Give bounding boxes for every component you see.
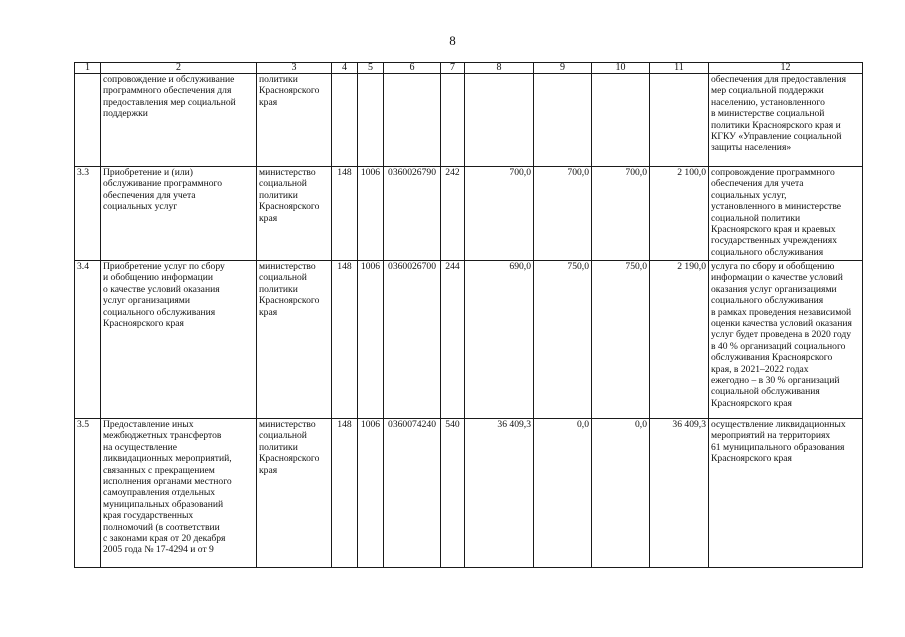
expected-result: осуществление ликвидационных мероприятий на территориях 61 муниципального образования Красноярского края <box>709 419 863 568</box>
measure-description: Приобретение услуг по сбору и обобщению информации о качестве условий оказания услуг организациями социального обслуживания Красноярского края <box>101 261 257 419</box>
column-header: 10 <box>592 63 650 74</box>
responsible-org: политики Красноярского края <box>257 74 332 167</box>
column-header: 1 <box>75 63 101 74</box>
code-rzpr: 1006 <box>358 261 384 419</box>
budget-table <box>74 62 863 568</box>
row-index <box>75 74 101 167</box>
code-gr: 148 <box>332 261 358 419</box>
amount-total <box>650 74 709 167</box>
table-row <box>75 74 863 167</box>
amount-col8: 690,0 <box>465 261 534 419</box>
code-vr <box>441 74 465 167</box>
amount-col10: 750,0 <box>592 261 650 419</box>
expected-result: обеспечения для предоставления мер социальной поддержки населению, установленного в министерстве социальной политики Красноярского края и КГКУ «Управление социальной защиты населения» <box>709 74 863 167</box>
code-gr <box>332 74 358 167</box>
code-rzpr: 1006 <box>358 419 384 568</box>
code-csr: 0360074240 <box>384 419 441 568</box>
responsible-org: министерство социальной политики Красноярского края <box>257 261 332 419</box>
column-header: 8 <box>465 63 534 74</box>
code-vr: 244 <box>441 261 465 419</box>
row-index: 3.5 <box>75 419 101 568</box>
expected-result: услуга по сбору и обобщению информации о качестве условий оказания услуг организациями социального обслуживания в рамках проведения независимой оценки качества условий оказания услуг будет проведена в 2020 году в 40 % организаций социального обслуживания Красноярского края, в 2021–2022 годах ежегодно – в 30 % организаций социальной обслуживания Красноярского края <box>709 261 863 419</box>
code-vr: 540 <box>441 419 465 568</box>
responsible-org: министерство социальной политики Красноярского края <box>257 167 332 261</box>
column-header: 7 <box>441 63 465 74</box>
code-gr: 148 <box>332 167 358 261</box>
amount-col10: 700,0 <box>592 167 650 261</box>
column-header: 6 <box>384 63 441 74</box>
column-header: 9 <box>534 63 592 74</box>
column-header: 5 <box>358 63 384 74</box>
responsible-org: министерство социальной политики Красноярского края <box>257 419 332 568</box>
code-csr <box>384 74 441 167</box>
page-number: 8 <box>449 33 456 48</box>
amount-col10: 0,0 <box>592 419 650 568</box>
amount-col9: 0,0 <box>534 419 592 568</box>
column-header: 2 <box>101 63 257 74</box>
amount-col8: 36 409,3 <box>465 419 534 568</box>
column-header: 12 <box>709 63 863 74</box>
code-rzpr <box>358 74 384 167</box>
measure-description: Предоставление иных межбюджетных трансфертов на осуществление ликвидационных мероприятий, связанных с прекращением исполнения органами местного самоуправления отдельных муниципальных образований края государственных полномочий (в соответствии с законами края от 20 декабря 2005 года № 17-4294 и от 9 <box>101 419 257 568</box>
code-vr: 242 <box>441 167 465 261</box>
expected-result: сопровождение программного обеспечения для учета социальных услуг, установленного в министерстве социальной политики Красноярского края и краевых государственных учреждениях социального обслуживания <box>709 167 863 261</box>
amount-col8: 700,0 <box>465 167 534 261</box>
amount-col10 <box>592 74 650 167</box>
row-index: 3.3 <box>75 167 101 261</box>
column-header: 11 <box>650 63 709 74</box>
measure-description: сопровождение и обслуживание программного обеспечения для предоставления мер социальной поддержки <box>101 74 257 167</box>
row-index: 3.4 <box>75 261 101 419</box>
table-row <box>75 419 863 568</box>
amount-total: 2 100,0 <box>650 167 709 261</box>
code-gr: 148 <box>332 419 358 568</box>
code-csr: 0360026700 <box>384 261 441 419</box>
header-row <box>75 63 863 74</box>
amount-col9: 750,0 <box>534 261 592 419</box>
amount-total: 2 190,0 <box>650 261 709 419</box>
code-csr: 0360026790 <box>384 167 441 261</box>
amount-col9: 700,0 <box>534 167 592 261</box>
table-row <box>75 167 863 261</box>
amount-col8 <box>465 74 534 167</box>
amount-col9 <box>534 74 592 167</box>
measure-description: Приобретение и (или) обслуживание программного обеспечения для учета социальных услуг <box>101 167 257 261</box>
code-rzpr: 1006 <box>358 167 384 261</box>
amount-total: 36 409,3 <box>650 419 709 568</box>
column-header: 4 <box>332 63 358 74</box>
column-header: 3 <box>257 63 332 74</box>
table-row <box>75 261 863 419</box>
